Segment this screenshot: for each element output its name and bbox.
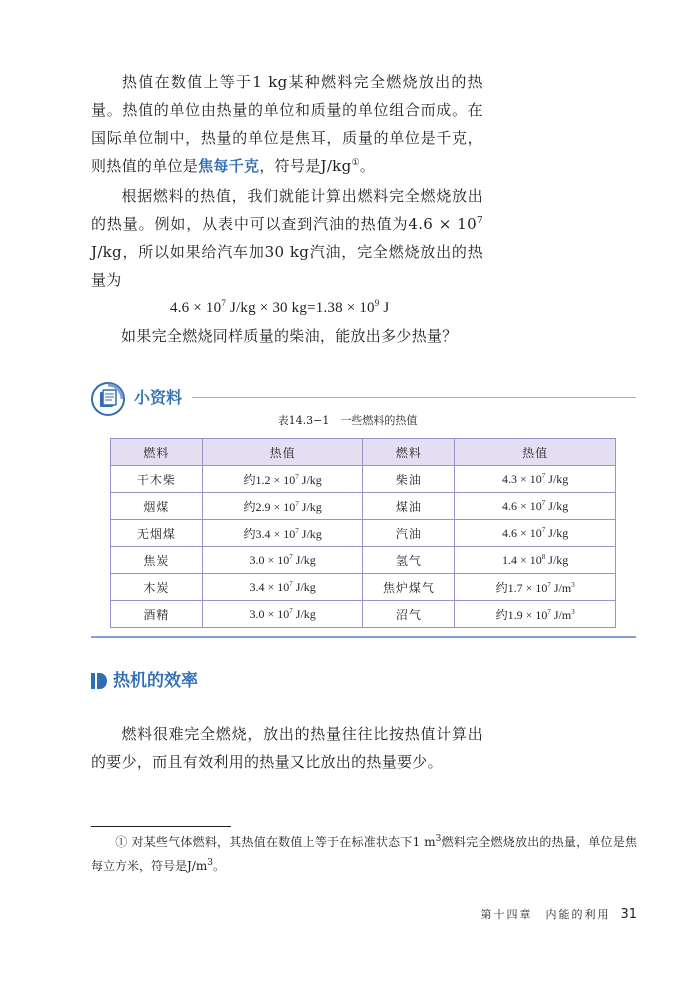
heat-value: $4.6 \times 10^7$ J/kg: [455, 520, 616, 547]
efficiency-text: 燃料很难完全燃烧，放出的热量往往比按热值计算出的要少，而且有效利用的热量又比放出的热量要少。: [91, 725, 483, 771]
paragraph-heat-value-definition: [91, 68, 483, 180]
heat-value: 约$1.9 \times 10^7$ $J/m^3$: [455, 601, 616, 628]
table-row: [111, 466, 616, 493]
fuel-heat-value-table: [110, 438, 616, 628]
para1-end: 。: [359, 157, 376, 175]
formula: [170, 294, 389, 322]
table-caption: 表14.3−1 一些燃料的热值: [277, 414, 418, 427]
heat-value: $1.4 \times 10^8$ J/kg: [455, 547, 616, 574]
table-row: [111, 520, 616, 547]
question-text: 如果完全燃烧同样质量的柴油，能放出多少热量？: [121, 327, 458, 345]
fuel-name: 酒精: [111, 601, 203, 628]
table-header-row: [111, 439, 616, 466]
heat-value: $3.0 \times 10^7$ J/kg: [202, 547, 363, 574]
heat-value: 约$3.4 \times 10^7$ J/kg: [202, 520, 363, 547]
heat-value: 约$1.2 \times 10^7$ J/kg: [202, 466, 363, 493]
formula-exp-1: 7: [221, 298, 227, 308]
footnote-text-b: 燃料完全燃烧放出的热量，单位是焦每立方米，符号是J/m: [91, 835, 637, 873]
footnote-text-c: 。: [212, 859, 225, 873]
section-marker-icon: [91, 672, 107, 690]
fuel-name: 汽油: [363, 520, 455, 547]
fuel-name: 柴油: [363, 466, 455, 493]
table-row: [111, 493, 616, 520]
header-fuel: 燃料: [363, 439, 455, 466]
table-row: [111, 601, 616, 628]
para2-text-b: J/kg，所以如果给汽车加30 kg汽油，完全燃烧放出的热量为: [91, 243, 483, 289]
book-icon: [91, 382, 125, 416]
para1-text: 热值在数值上等于1 kg某种燃料完全燃烧放出的热量。热值的单位由热量的单位和质量的单位组合而成。在国际单位制中，热量的单位是焦耳，质量的单位是千克，则热值的单位是: [91, 73, 483, 175]
para2-text-a: 根据燃料的热值，我们就能计算出燃料完全燃烧放出的热量。例如，从表中可以查到汽油的热值为4.6 × 10: [91, 187, 483, 233]
heat-value: 约$1.7 \times 10^7$ $J/m^3$: [455, 574, 616, 601]
footnote-mark[interactable]: ①: [351, 158, 360, 168]
header-heat-value: 热值: [202, 439, 363, 466]
chapter-title: 第十四章 内能的利用: [480, 908, 611, 921]
formula-part-a: 4.6 × 10: [170, 300, 222, 316]
fuel-name: 焦炭: [111, 547, 203, 574]
heat-value: $3.0 \times 10^7$ J/kg: [202, 601, 363, 628]
info-box-bottom-rule: [91, 636, 636, 638]
page-footer: [480, 906, 637, 924]
fuel-name: 无烟煤: [111, 520, 203, 547]
fuel-name: 干木柴: [111, 466, 203, 493]
info-box-divider: [192, 397, 636, 398]
para2-exponent: 7: [476, 216, 483, 226]
fuel-name: 煤油: [363, 493, 455, 520]
footnote-exp-2: 3: [207, 858, 213, 868]
paragraph-question: [91, 322, 483, 350]
table-row: [111, 574, 616, 601]
table-row: [111, 547, 616, 574]
heat-value: $3.4 \times 10^7$ J/kg: [202, 574, 363, 601]
footnote-text-a: ① 对某些气体燃料，其热值在数值上等于在标准状态下1 m: [115, 835, 436, 849]
footnote: [91, 830, 637, 878]
heat-value: $4.6 \times 10^7$ J/kg: [455, 493, 616, 520]
info-box-title: 小资料: [134, 388, 183, 407]
fuel-name: 木炭: [111, 574, 203, 601]
heat-value: 约$2.9 \times 10^7$ J/kg: [202, 493, 363, 520]
section-title: 热机的效率: [113, 671, 198, 691]
header-fuel: 燃料: [111, 439, 203, 466]
fuel-name: 氢气: [363, 547, 455, 574]
footnote-exp: 3: [435, 834, 442, 844]
fuel-name: 焦炉煤气: [363, 574, 455, 601]
formula-part-b: J/kg × 30 kg=1.38 × 10: [226, 300, 375, 316]
fuel-name: 烟煤: [111, 493, 203, 520]
fuel-name: 沼气: [363, 601, 455, 628]
heat-value: $4.3 \times 10^7$ J/kg: [455, 466, 616, 493]
paragraph-calculation: [91, 182, 483, 294]
formula-part-c: J: [379, 300, 390, 316]
footnote-rule: [91, 826, 231, 827]
paragraph-efficiency: [91, 720, 483, 776]
header-heat-value: 热值: [455, 439, 616, 466]
formula-exp-2: 9: [374, 298, 380, 308]
page-number: 31: [620, 907, 637, 922]
para1-symbol: ，符号是J/kg: [259, 157, 352, 175]
highlight-term: 焦每千克: [198, 157, 260, 175]
